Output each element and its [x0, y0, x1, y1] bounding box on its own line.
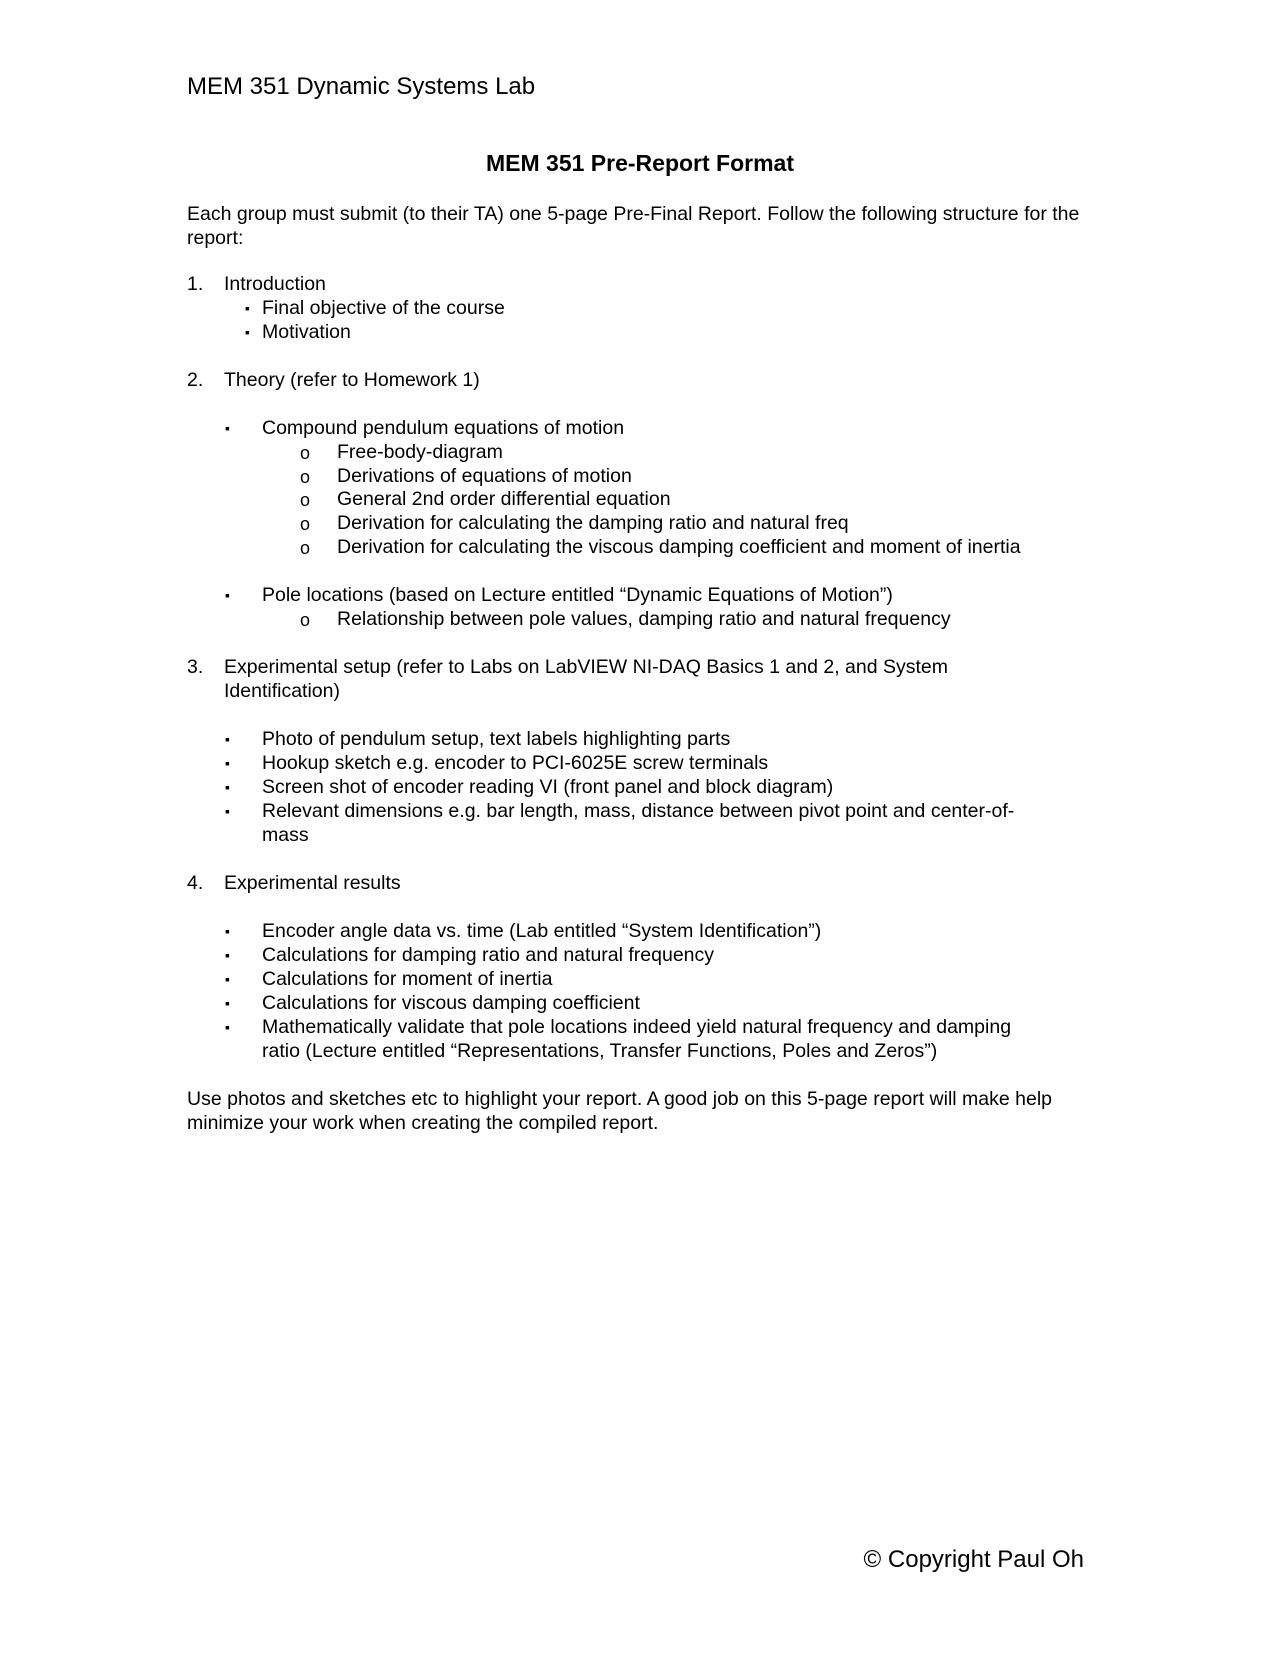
bullet-glyph: ▪ — [245, 324, 250, 340]
sub-bullet-glyph: o — [300, 610, 311, 630]
bullet-item: Compound pendulum equations of motion — [262, 417, 625, 439]
sub-bullet-glyph: o — [300, 538, 311, 558]
bullet-glyph: ▪ — [225, 995, 230, 1011]
sub-bullet-glyph: o — [300, 490, 311, 510]
copyright-notice: © Copyright Paul Oh — [863, 1546, 1084, 1573]
section-3-label-cont: Identification) — [224, 680, 340, 702]
bullet-glyph: ▪ — [245, 300, 250, 316]
bullet-glyph: ▪ — [225, 731, 230, 747]
section-1-label: Introduction — [224, 273, 326, 295]
sub-bullet-item: Derivations of equations of motion — [337, 465, 632, 487]
bullet-item-cont: ratio (Lecture entitled “Representations, Transfer Functions, Poles and Zeros”) — [262, 1040, 938, 1062]
bullet-glyph: ▪ — [225, 947, 230, 963]
bullet-glyph: ▪ — [225, 923, 230, 939]
section-2-number: 2. — [187, 369, 204, 391]
bullet-item: Mathematically validate that pole locations indeed yield natural frequency and damping — [262, 1016, 1012, 1038]
bullet-item: Final objective of the course — [262, 297, 505, 319]
bullet-item: Photo of pendulum setup, text labels highlighting parts — [262, 728, 731, 750]
bullet-glyph: ▪ — [225, 755, 230, 771]
bullet-glyph: ▪ — [225, 803, 230, 819]
section-4-number: 4. — [187, 872, 204, 894]
section-2-label: Theory (refer to Homework 1) — [224, 369, 480, 391]
bullet-item: Encoder angle data vs. time (Lab entitled “System Identification”) — [262, 920, 822, 942]
sub-bullet-item: Derivation for calculating the viscous damping coefficient and moment of inertia — [337, 536, 1021, 558]
page-header: MEM 351 Dynamic Systems Lab — [187, 73, 536, 100]
sub-bullet-glyph: o — [300, 443, 311, 463]
bullet-item-cont: mass — [262, 824, 309, 846]
bullet-item: Calculations for moment of inertia — [262, 968, 553, 990]
closing-paragraph: Use photos and sketches etc to highlight your report. A good job on this 5-page report will make help minimize your work when creating the compiled report. — [187, 1088, 1053, 1134]
sub-bullet-item: General 2nd order differential equation — [337, 488, 671, 510]
bullet-glyph: ▪ — [225, 1019, 230, 1035]
sub-bullet-item: Free-body-diagram — [337, 441, 503, 463]
sub-bullet-glyph: o — [300, 467, 311, 487]
bullet-glyph: ▪ — [225, 779, 230, 795]
document-title: MEM 351 Pre-Report Format — [485, 150, 794, 176]
bullet-item: Screen shot of encoder reading VI (front panel and block diagram) — [262, 776, 834, 798]
section-4-label: Experimental results — [224, 872, 401, 894]
sub-bullet-item: Relationship between pole values, damping ratio and natural frequency — [337, 608, 951, 630]
bullet-item: Calculations for viscous damping coefficient — [262, 992, 640, 1014]
bullet-glyph: ▪ — [225, 587, 230, 603]
bullet-item: Hookup sketch e.g. encoder to PCI-6025E screw terminals — [262, 752, 769, 774]
bullet-item: Calculations for damping ratio and natural frequency — [262, 944, 715, 966]
bullet-glyph: ▪ — [225, 420, 230, 436]
section-3-label: Experimental setup (refer to Labs on LabVIEW NI-DAQ Basics 1 and 2, and System — [224, 656, 949, 678]
bullet-glyph: ▪ — [225, 971, 230, 987]
section-3-number: 3. — [187, 656, 204, 678]
bullet-item: Pole locations (based on Lecture entitled “Dynamic Equations of Motion”) — [262, 584, 893, 606]
section-1-number: 1. — [187, 273, 204, 295]
sub-bullet-glyph: o — [300, 514, 311, 534]
bullet-item: Motivation — [262, 321, 351, 343]
bullet-item: Relevant dimensions e.g. bar length, mass, distance between pivot point and center-of- — [262, 800, 1015, 822]
intro-paragraph: Each group must submit (to their TA) one 5-page Pre-Final Report. Follow the following structure for the report: — [187, 203, 1080, 249]
sub-bullet-item: Derivation for calculating the damping ratio and natural freq — [337, 512, 849, 534]
